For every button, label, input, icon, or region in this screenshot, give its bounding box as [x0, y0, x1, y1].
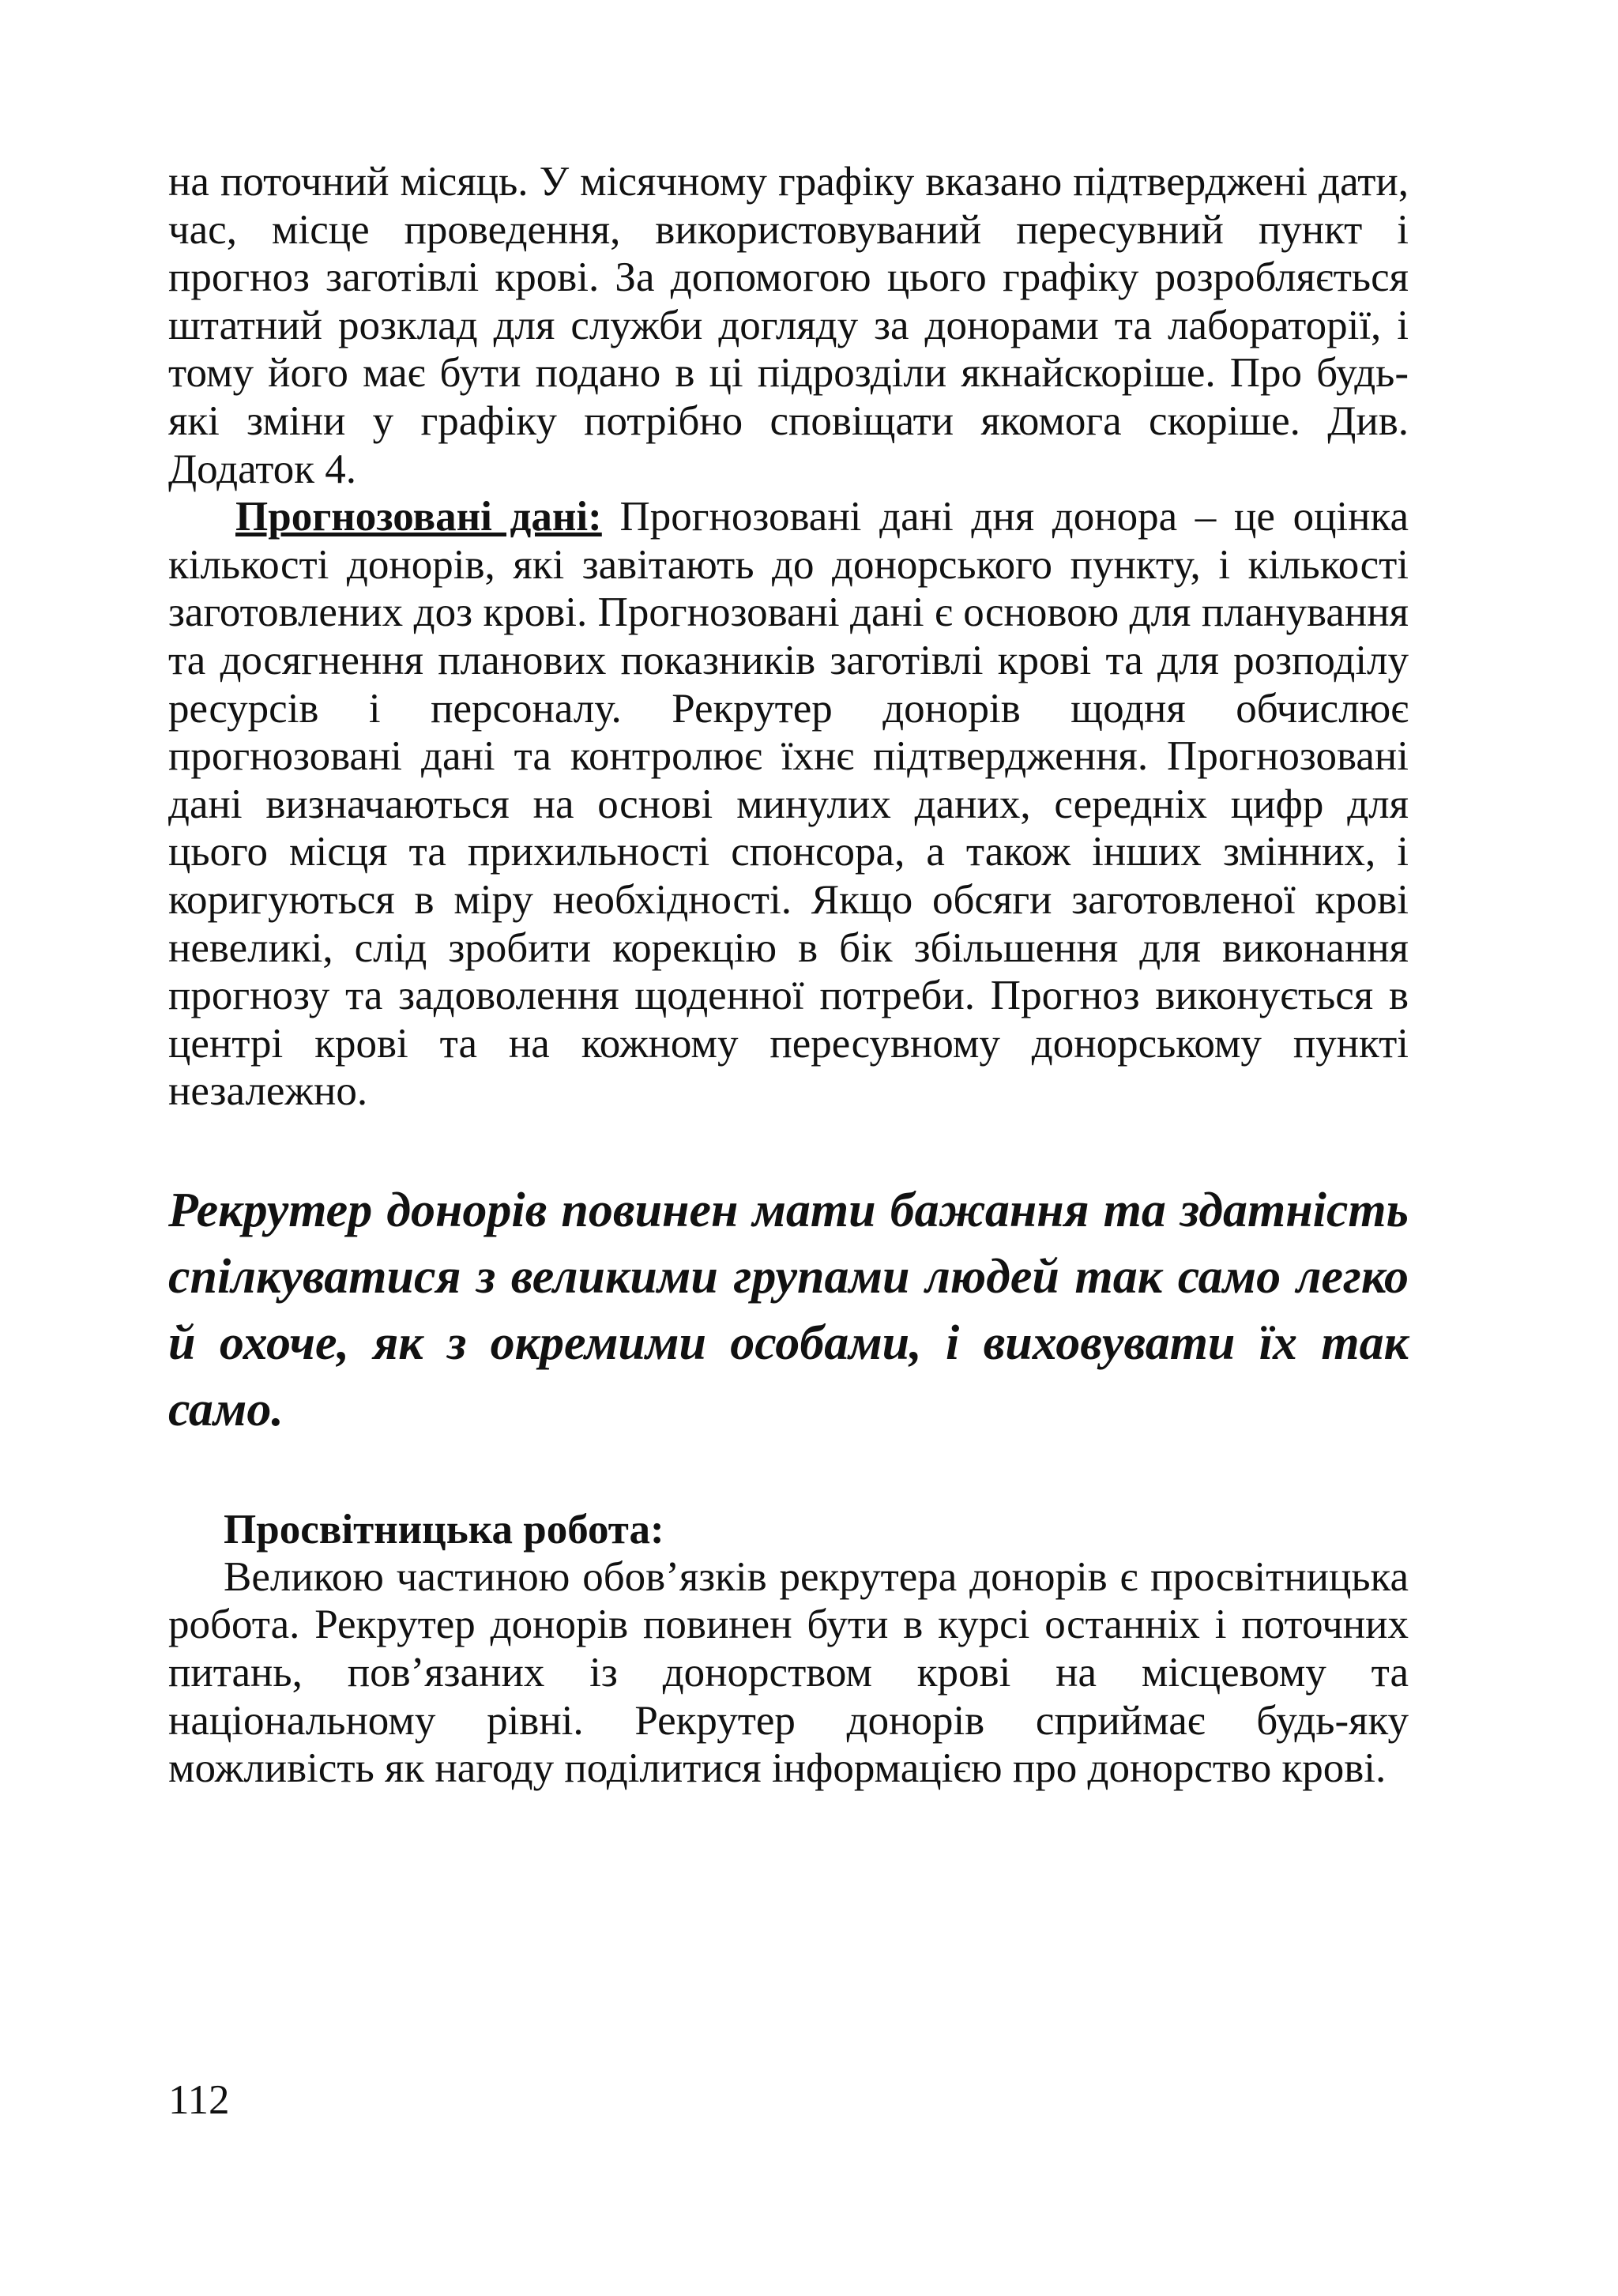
forecast-text: Прогнозовані дані дня донора – це оцінка кількості донорів, які завітають до донорського пункту, і кількості заготовлених доз крові. Прогнозовані дані є основою для планування та досягнення планових показників заготівлі крові та для розподілу ресурсів і персоналу. Рекрутер донорів щодня обчислює прогнозовані дані та контролює їхнє підтвердження. Прогнозовані дані визначаються на основі минулих даних, середніх цифр для цього місця та прихильності спонсора, а також інших змінних, і коригуються в міру необхідності. Якщо обсяги заготовленої крові невеликі, слід зробити корекцію в бік збільшення для виконання прогнозу та задоволення щоденної потреби. Прогноз виконується в центрі крові та на кожному пересувному донорському пункті незалежно. [168, 494, 1409, 1115]
page-content [168, 158, 1409, 1793]
page-number: 112 [168, 2077, 230, 2123]
education-heading: Просвітницька робота: [224, 1506, 664, 1553]
callout-quote: Рекрутер донорів повинен мати бажання та здатність спілкуватися з великими групами людей так само легко й охоче, як з окремими особами, і виховувати їх так само. [168, 1183, 1409, 1436]
forecast-heading: Прогнозовані дані: [235, 494, 602, 540]
paragraph-monthly-schedule: на поточний місяць. У місячному графіку вказано підтверджені дати, час, місце проведення, використовуваний пересувний пункт і прогноз заготівлі крові. За допомогою цього графіку розробляється штатний розклад для служби догляду за донорами та лабораторії, і тому його має бути подано в ці підрозділи якнайскоріше. Про будь-які зміни у графіку потрібно сповіщати якомога скоріше. Див. Додаток 4. [168, 159, 1409, 492]
paragraph-education: Великою частиною обов’язків рекрутера донорів є просвітницька робота. Рекрутер донорів повинен бути в курсі останніх і поточних питань, пов’язаних із донорством крові на місцевому та національному рівні. Рекрутер донорів сприймає будь-яку можливість як нагоду поділитися інформацією про донорство крові. [168, 1553, 1409, 1792]
paragraph-forecast [168, 493, 1409, 1116]
